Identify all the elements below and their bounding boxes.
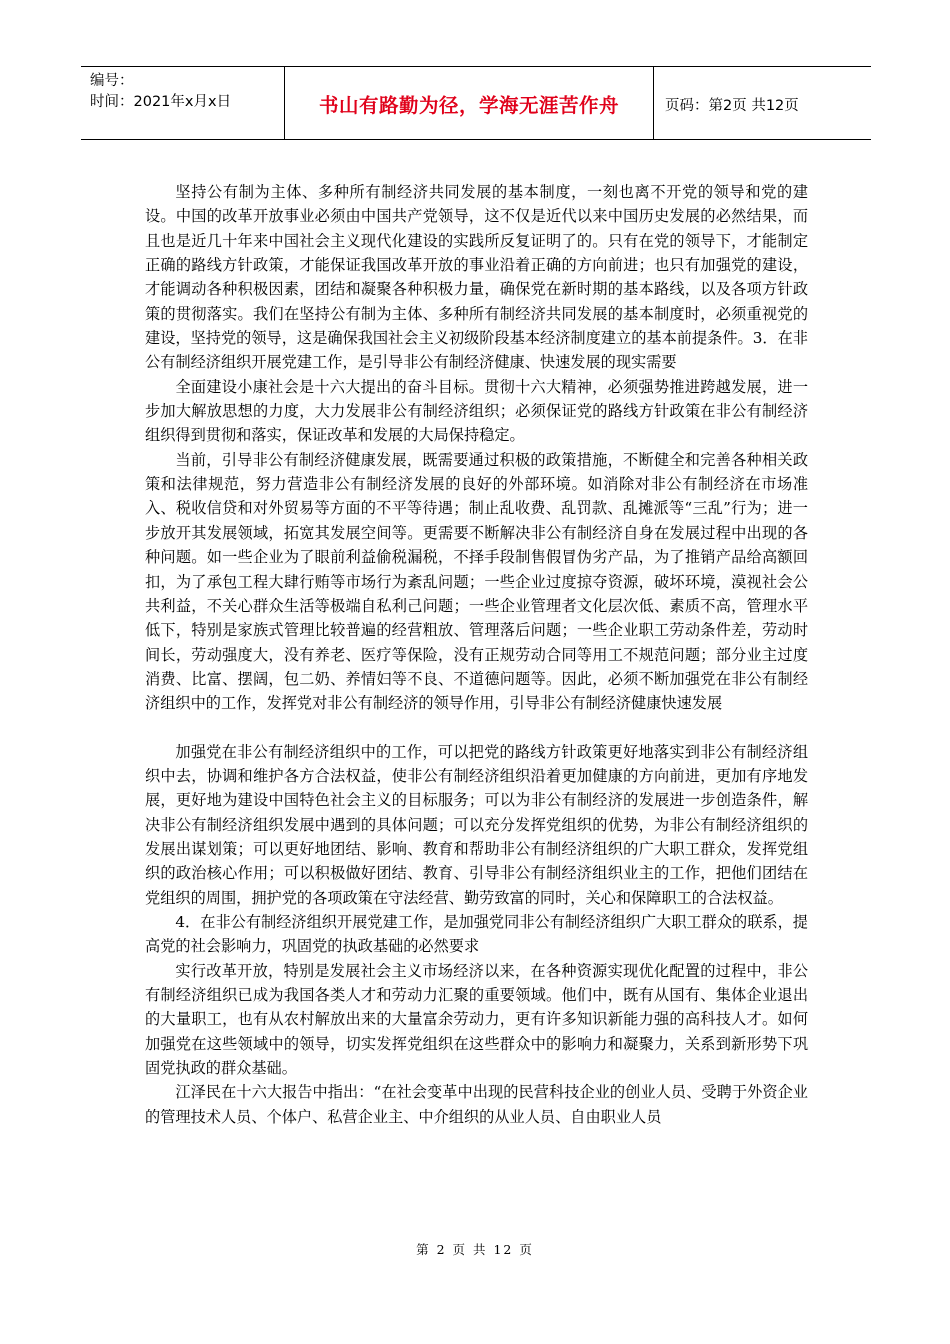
section-heading-4: 4．在非公有制经济组织开展党建工作，是加强党同非公有制经济组织广大职工群众的联系，提高党的社会影响力，巩固党的执政基础的必然要求: [145, 912, 808, 956]
paragraph-3: 当前，引导非公有制经济健康发展，既需要通过积极的政策措施，不断健全和完善各种相关政策和法律规范，努力营造非公有制经济发展的良好的外部环境。如消除对非公有制经济在市场准入、税收信贷和对外贸易等方面的不平等待遇；制止乱收费、乱罚款、乱摊派等“三乱”行为；进一步放开其发展领域，拓宽其发展空间等。更需要不断解决非公有制经济自身在发展过程中出现的各种问题。如一些企业为了眼前利益偷税漏税，不择手段制售假冒伪劣产品，为了推销产品给高额回扣，为了承包工程大肆行贿等市场行为紊乱问题；一些企业过度掠夺资源，破坏环境，漠视社会公共利益，不关心群众生活等极端自私利己问题；一些企业管理者文化层次低、素质不高，管理水平低下，特别是家族式管理比较普遍的经营粗放、管理落后问题；一些企业职工劳动条件差，劳动时间长，劳动强度大，没有养老、医疗等保险，没有正规劳动合同等用工不规范问题；部分业主过度消费、比富、摆阔，包二奶、养情妇等不良、不道德问题等。因此，必须不断加强党在非公有制经济组织中的工作，发挥党对非公有制经济的领导作用，引导非公有制经济健康快速发展: [145, 450, 808, 713]
document-body: [145, 180, 808, 1129]
header-page-info: 页码：第2页 共12页: [665, 97, 799, 114]
page-footer: [0, 1240, 950, 1258]
document-date: 时间：2021年x月x日: [90, 94, 232, 110]
footer-page-number: 第 2 页 共 12 页: [416, 1242, 534, 1257]
header-motto-cell: [284, 67, 654, 139]
header-page-info-cell: [654, 67, 871, 139]
header-meta: [81, 67, 284, 139]
paragraph-5: 实行改革开放，特别是发展社会主义市场经济以来，在各种资源实现优化配置的过程中，非公有制经济组织已成为我国各类人才和劳动力汇聚的重要领域。他们中，既有从国有、集体企业退出的大量职工，也有从农村解放出来的大量富余劳动力，更有许多知识新能力强的高科技人才。如何加强党在这些领域中的领导，切实发挥党组织在这些群众中的影响力和凝聚力，关系到新形势下巩固党执政的群众基础。: [145, 961, 808, 1078]
paragraph-1: 坚持公有制为主体、多种所有制经济共同发展的基本制度，一刻也离不开党的领导和党的建设。中国的改革开放事业必须由中国共产党领导，这不仅是近代以来中国历史发展的必然结果，而且也是近几十年来中国社会主义现代化建设的实践所反复证明了的。只有在党的领导下，才能制定正确的路线方针政策，才能保证我国改革开放的事业沿着正确的方向前进；也只有加强党的建设，才能调动各种积极因素，团结和凝聚各种积极力量，确保党在新时期的基本路线，以及各项方针政策的贯彻落实。我们在坚持公有制为主体、多种所有制经济共同发展的基本制度时，必须重视党的建设，坚持党的领导，这是确保我国社会主义初级阶段基本经济制度建立的基本前提条件。3．在非公有制经济组织开展党建工作，是引导非公有制经济健康、快速发展的现实需要: [145, 183, 808, 372]
page-header: [81, 66, 871, 140]
document-number-label: 编号：: [90, 73, 134, 89]
paragraph-2: 全面建设小康社会是十六大提出的奋斗目标。贯彻十六大精神，必须强势推进跨越发展，进一步加大解放思想的力度，大力发展非公有制经济组织；必须保证党的路线方针政策在非公有制经济组织得到贯彻和落实，保证改革和发展的大局保持稳定。: [145, 377, 808, 445]
header-motto: 书山有路勤为径，学海无涯苦作舟: [318, 94, 619, 117]
paragraph-6: 江泽民在十六大报告中指出：“在社会变革中出现的民营科技企业的创业人员、受聘于外资企业的管理技术人员、个体户、私营企业主、中介组织的从业人员、自由职业人员: [145, 1083, 808, 1126]
paragraph-4: 加强党在非公有制经济组织中的工作，可以把党的路线方针政策更好地落实到非公有制经济组织中去，协调和维护各方合法权益，使非公有制经济组织沿着更加健康的方向前进，更加有序地发展，更好地为建设中国特色社会主义的目标服务；可以为非公有制经济的发展进一步创造条件，解决非公有制经济组织发展中遇到的具体问题；可以充分发挥党组织的优势，为非公有制经济组织的发展出谋划策；可以更好地团结、影响、教育和帮助非公有制经济组织的广大职工群众，发挥党组织的政治核心作用；可以积极做好团结、教育、引导非公有制经济组织业主的工作，把他们团结在党组织的周围，拥护党的各项政策在守法经营、勤劳致富的同时，关心和保障职工的合法权益。: [145, 742, 808, 907]
